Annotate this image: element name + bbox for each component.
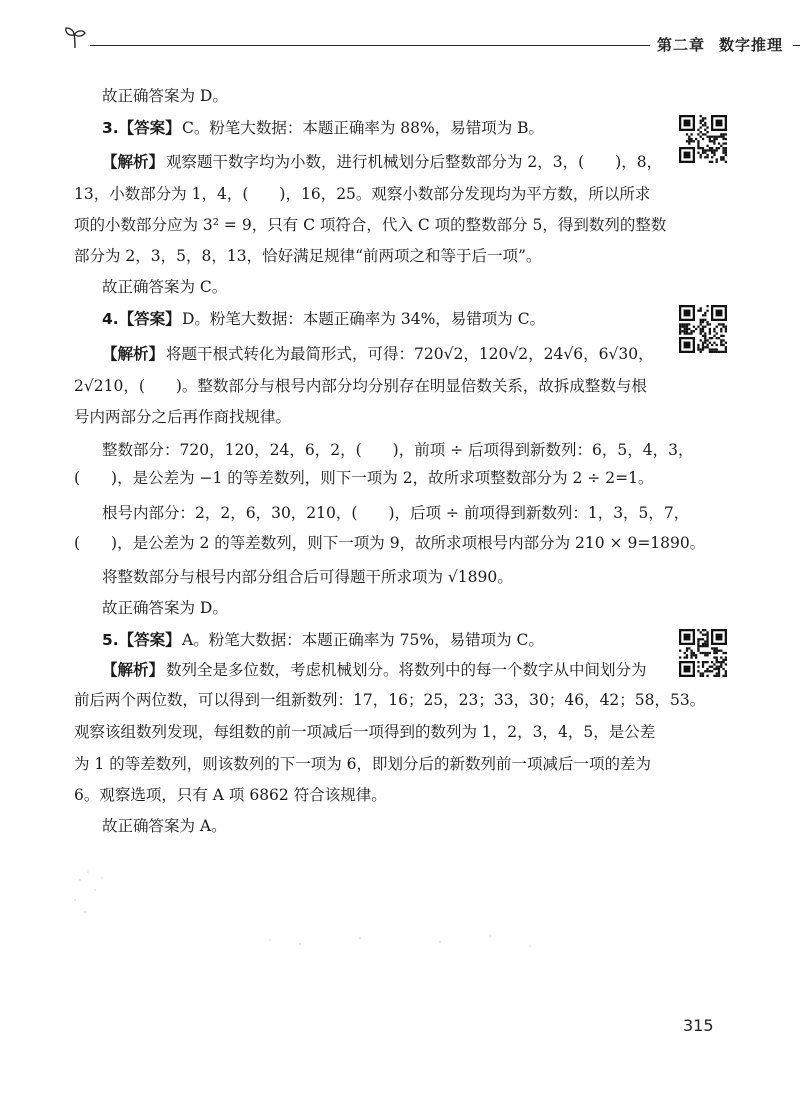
- section-label: 数字推理: [719, 36, 784, 54]
- text-line: 数列全是多位数，考虑机械划分。将数列中的每一个数字从中间划分为: [166, 661, 647, 679]
- text-line: 故正确答案为 C。: [102, 278, 228, 296]
- text-line: 号内两部分之后再作商找规律。: [74, 408, 292, 426]
- text-line: 6。观察选项，只有 A 项 6862 符合该规律。: [74, 786, 387, 804]
- header-rule: [90, 45, 650, 46]
- qr-code-icon[interactable]: [679, 115, 727, 163]
- text-line: ( )，是公差为 2 的等差数列，则下一项为 9，故所求项根号内部分为 210 × 9=1890。: [74, 534, 706, 552]
- text-line: 项的小数部分应为 3² = 9，只有 C 项符合，代入 C 项的整数部分 5，得到数列的整数: [74, 216, 667, 234]
- chapter-label: 第二章: [657, 36, 706, 54]
- scan-noise: [60, 860, 560, 980]
- text-line: 观察题干数字均为小数，进行机械划分后整数部分为 2，3，( )，8，: [166, 153, 663, 171]
- header-rule-tail: [793, 45, 800, 46]
- text-line: 故正确答案为 A。: [102, 817, 227, 835]
- sprout-icon: [62, 24, 88, 50]
- text-line: ( )，是公差为 −1 的等差数列，则下一项为 2，故所求项整数部分为 2 ÷ 2=1。: [74, 469, 654, 487]
- analysis-label: 【解析】: [102, 661, 165, 679]
- text-line: 整数部分：720，120，24，6，2，( )，前项 ÷ 后项得到新数列：6，5，4，3，: [102, 441, 694, 459]
- answer-label: 4.【答案】: [102, 310, 181, 328]
- answer-label: 3.【答案】: [102, 119, 181, 137]
- qr-code-icon[interactable]: [679, 629, 727, 677]
- text-line: 为 1 的等差数列，则该数列的下一项为 6，即划分后的新数列前一项减后一项的差为: [74, 755, 652, 773]
- chapter-heading: [657, 34, 783, 55]
- page-header: [62, 24, 790, 64]
- page-number: 315: [683, 1016, 714, 1035]
- text-line: 故正确答案为 D。: [102, 87, 228, 105]
- text-line: 前后两个两位数，可以得到一组新数列：17，16；25，23；33，30；46，42；58，53。: [74, 691, 706, 709]
- text-line: 根号内部分：2，2，6，30，210，( )，后项 ÷ 前项得到新数列：1，3，5，7，: [102, 504, 690, 522]
- analysis-label: 【解析】: [102, 153, 165, 171]
- analysis-label: 【解析】: [102, 345, 165, 363]
- text-line: 故正确答案为 D。: [102, 599, 228, 617]
- text-line: 将题干根式转化为最简形式，可得：720√2，120√2，24√6，6√30，: [166, 345, 654, 363]
- answer-text: C。粉笔大数据：本题正确率为 88%，易错项为 B。: [182, 119, 545, 137]
- answer-text: A。粉笔大数据：本题正确率为 75%，易错项为 C。: [182, 631, 544, 649]
- text-line: 将整数部分与根号内部分组合后可得题干所求项为 √1890。: [102, 568, 513, 586]
- answer-label: 5.【答案】: [102, 631, 181, 649]
- text-line: 观察该组数列发现，每组数的前一项减后一项得到的数列为 1，2，3，4，5，是公差: [74, 723, 656, 741]
- qr-code-icon[interactable]: [679, 305, 727, 353]
- text-line: 13，小数部分为 1，4，( )，16，25。观察小数部分发现均为平方数，所以所求: [74, 185, 651, 203]
- answer-text: D。粉笔大数据：本题正确率为 34%，易错项为 C。: [182, 310, 546, 328]
- text-line: 2√210，( )。整数部分与根号内部分均分别存在明显倍数关系，故拆成整数与根: [74, 377, 647, 395]
- text-line: 部分为 2，3，5，8，13，恰好满足规律“前两项之和等于后一项”。: [74, 247, 542, 265]
